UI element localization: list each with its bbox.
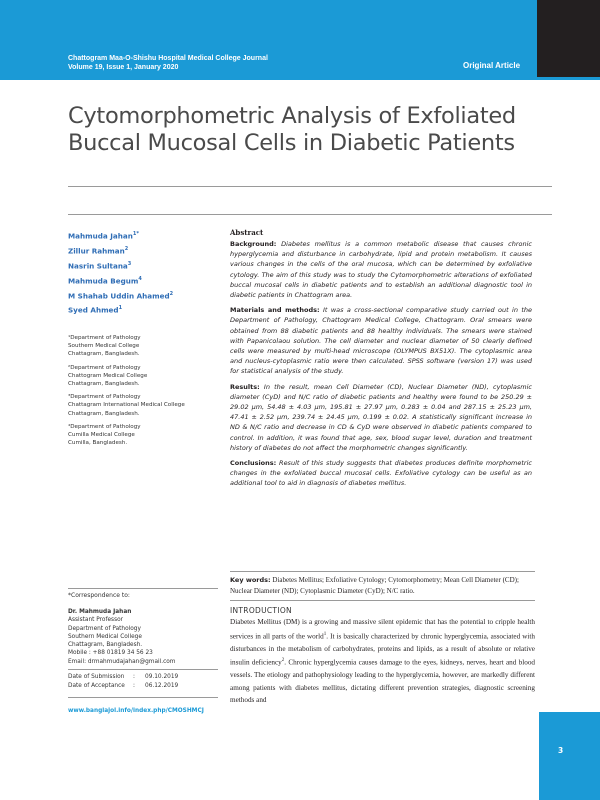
corner-block	[537, 0, 600, 77]
author: Mahmuda Begum$^4$	[68, 275, 142, 286]
abstract-heading: Abstract	[230, 228, 264, 237]
correspondence-email: Email: drmahmudajahan@gmail.com	[68, 658, 176, 665]
article-type: Original Article	[463, 61, 521, 70]
journal-volume: Volume 19, Issue 1, January 2020	[68, 64, 179, 71]
author: Mahmuda Jahan$^{1*}$	[68, 231, 139, 241]
correspondence-mobile: Mobile : +88 01819 34 56 23	[68, 650, 153, 657]
author: Nasrin Sultana$^3$	[68, 260, 132, 271]
correspondence-line: Southern Medical College	[68, 633, 142, 640]
correspondence-line: Chattagram, Bangladesh.	[68, 642, 143, 649]
introduction-heading: INTRODUCTION	[230, 606, 292, 615]
header-divider	[68, 214, 552, 215]
dates-divider	[68, 669, 218, 670]
author: M Shahab Uddin Ahamed$^2$	[68, 290, 174, 300]
keywords: Key words: Diabetes Mellitus; Exfoliative Cytology; Cytomorphometry; Mean Cell Diameter (CD); Nuclear Diameter (ND); Cytoplasmic Diameter (CyD); N/C ratio.	[230, 576, 519, 595]
affiliation: ¹Department of Pathology Southern Medical College Chattagram, Bangladesh.	[68, 335, 141, 358]
intro-divider	[230, 600, 535, 601]
date-submission: Date of Submission : 09.10.2019	[68, 674, 179, 680]
url-divider	[68, 697, 218, 698]
article-title: Cytomorphometric Analysis of Exfoliated Buccal Mucosal Cells in Diabetic Patients	[68, 103, 516, 156]
introduction-text: Diabetes Mellitus (DM) is a growing and massive silent epidemic that has the potential to cripple health services in all parts of the world$^1$. It is basically characterized by chronic hyperglycemia, associated with disturbances in the metabolism of carbohydrates, proteins and lipids, as a result of absolute or relative insulin deficiency$^2$. Chronic hyperglycemia causes damage to the eyes, kidneys, nerves, heart and blood vessels. The etiology and pathophysiology leading to the hyperglycemia, however, are markedly different among patients with diabetes mellitus, dictating different prevention strategies, diagnostic screening methods and	[230, 618, 536, 705]
correspondence-divider	[68, 588, 218, 589]
abstract-methods: Materials and methods: It was a cross-sectional comparative study carried out in the Department of Pathology, Chattogram Medical College, Chattogram. Oral smears were obtained from 88 diabetic patients and 88 healthy individuals. The smears were stained with Papanicolaou solution. The cell diameter and nuclear diameter of 50 clearly defined cells were measured by multi-head microscope (OLYMPUS BX51X). The cytoplasmic area and nucleus-cytoplasmic ratio were then calculated. SPSS software (version 17) was used for statistical analysis of the study.	[230, 306, 533, 376]
correspondent-name: Dr. Mahmuda Jahan	[68, 609, 132, 615]
author-list	[68, 228, 218, 317]
abstract-conclusions: Conclusions: Result of this study suggests that diabetes produces definite morphometric changes in the exfoliated buccal mucosal cells. Exfoliative cytology can be useful as an additional tool to aid in diagnosis of diabetes mellitus.	[230, 459, 532, 488]
author: Zillur Rahman$^2$	[68, 245, 129, 256]
correspondence-block	[68, 592, 218, 666]
abstract-background: Background: Diabetes mellitus is a common metabolic disease that causes chronic hyperglycemia and disturbance in carbohydrate, lipid and protein metabolism. It causes various changes in the cells of the oral mucosa, which can be determined by exfoliative cytology. The aim of this study was to study the Cytomorphometric alterations of exfoliated buccal mucosal cells in diabetic patients and to establish an additional diagnostic tool in diabetic patients in Chattogram area.	[230, 240, 532, 300]
page-number: 3	[558, 746, 564, 755]
keywords-divider	[230, 571, 535, 572]
abstract	[230, 228, 532, 494]
correspondence-line: Assistant Professor	[68, 617, 124, 624]
abstract-results: Results: In the result, mean Cell Diameter (CD), Nuclear Diameter (ND), cytoplasmic diameter (CyD) and N/C ratio of diabetic patients and healthy were found to be 250.29 ± 29.02 µm, 54.48 ± 4.03 µm, 195.81 ± 27.97 µm, 0.283 ± 0.04 and 287.15 ± 25.23 µm, 47.41 ± 2.52 µm, 239.74 ± 24.45 µm, 0.199 ± 0.02. A statistically significant increase in ND & N/C ratio and decrease in CD & CyD were observed in diabetic patients compared to control. In addition, it was found that age, sex, blood sugar level, duration and treatment history of diabetes do not affect the morphometric changes significantly.	[230, 382, 532, 452]
affiliations	[68, 334, 218, 452]
affiliation: ³Department of Pathology Chattagram International Medical College Chattagram, Bangladesh.	[68, 394, 185, 417]
journal-url[interactable]: www.banglajol.info/index.php/CMOSHMCJ	[68, 708, 204, 714]
page-number-tab	[539, 712, 600, 800]
title-divider	[68, 186, 552, 187]
author: Syed Ahmed$^1$	[68, 305, 123, 315]
affiliation: ⁴Department of Pathology Cumilla Medical College Cumilla, Bangladesh.	[68, 423, 141, 447]
correspondence-line: Department of Pathology	[68, 625, 141, 632]
affiliation: ²Department of Pathology Chattogram Medical College Chattagram, Bangladesh.	[68, 364, 148, 388]
dates-block	[68, 673, 218, 690]
correspondence-heading: *Correspondence to:	[68, 592, 130, 599]
journal-name: Chattogram Maa-O-Shishu Hospital Medical College Journal	[68, 55, 268, 62]
date-acceptance: Date of Acceptance : 06.12.2019	[68, 682, 179, 689]
